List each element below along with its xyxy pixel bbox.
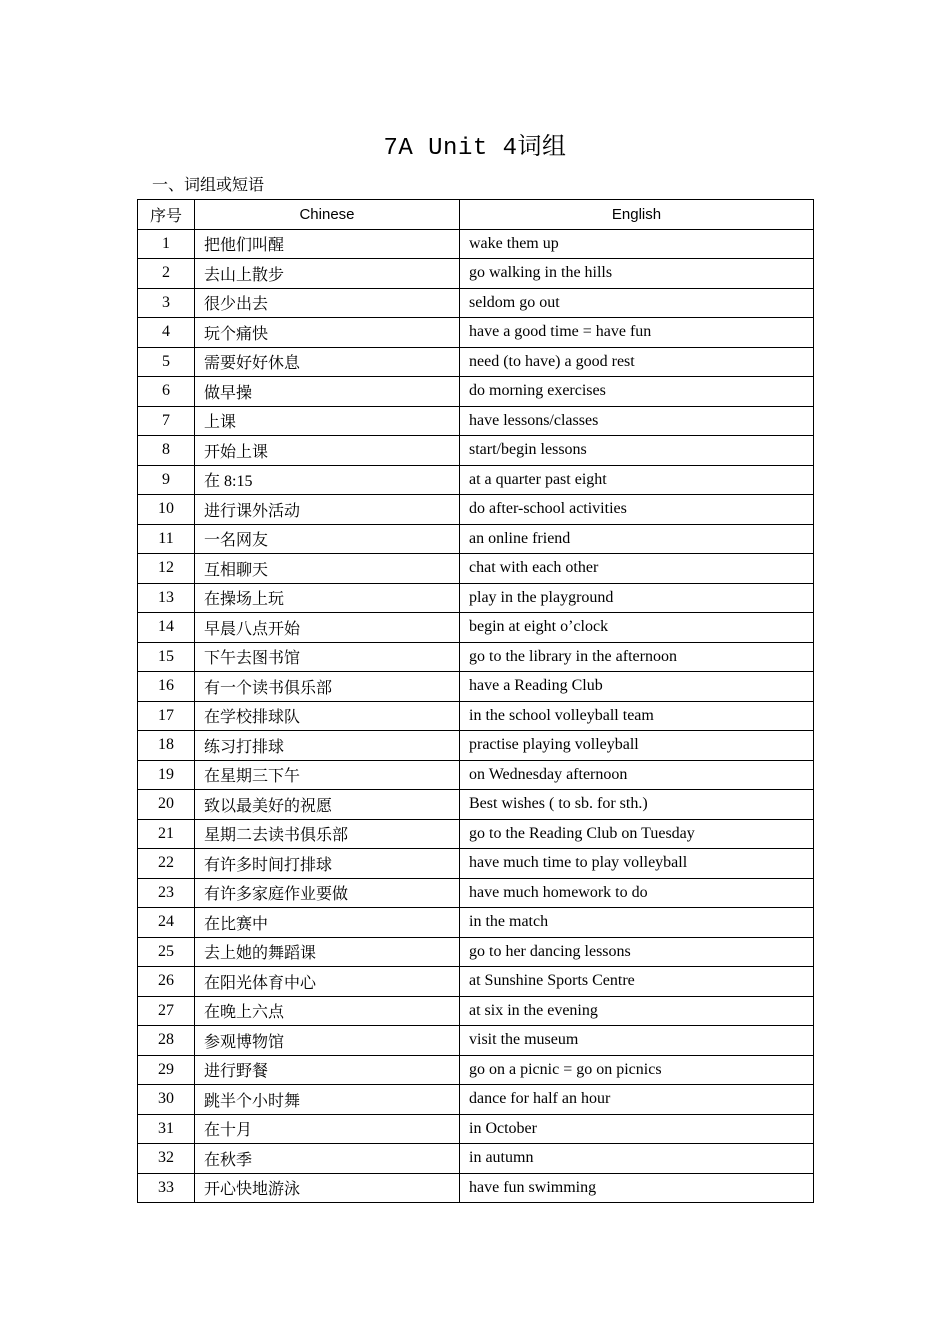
row-chinese: 在十月: [195, 1114, 460, 1144]
table-row: [138, 436, 814, 466]
row-chinese: 在操场上玩: [195, 583, 460, 613]
table-row: [138, 996, 814, 1026]
row-number: 5: [138, 347, 195, 377]
row-number: 31: [138, 1114, 195, 1144]
table-row: [138, 1144, 814, 1174]
row-chinese: 练习打排球: [195, 731, 460, 761]
row-english: at six in the evening: [460, 996, 814, 1026]
row-number: 30: [138, 1085, 195, 1115]
row-english: at a quarter past eight: [460, 465, 814, 495]
row-number: 7: [138, 406, 195, 436]
row-chinese: 开心快地游泳: [195, 1173, 460, 1203]
table-row: [138, 790, 814, 820]
row-english: begin at eight o’clock: [460, 613, 814, 643]
row-chinese: 需要好好休息: [195, 347, 460, 377]
row-english: go to the library in the afternoon: [460, 642, 814, 672]
row-number: 11: [138, 524, 195, 554]
table-row: [138, 731, 814, 761]
header-chinese: Chinese: [195, 200, 460, 230]
table-row: [138, 1173, 814, 1203]
row-chinese: 上课: [195, 406, 460, 436]
row-chinese: 在星期三下午: [195, 760, 460, 790]
row-number: 9: [138, 465, 195, 495]
table-row: [138, 701, 814, 731]
row-chinese: 有许多家庭作业要做: [195, 878, 460, 908]
table-row: [138, 465, 814, 495]
row-chinese: 星期二去读书俱乐部: [195, 819, 460, 849]
row-english: in the match: [460, 908, 814, 938]
vocabulary-table: [137, 199, 814, 1203]
row-number: 13: [138, 583, 195, 613]
table-row: [138, 347, 814, 377]
table-row: [138, 642, 814, 672]
row-english: do morning exercises: [460, 377, 814, 407]
header-number: 序号: [138, 200, 195, 230]
row-english: have a good time = have fun: [460, 318, 814, 348]
row-chinese: 进行野餐: [195, 1055, 460, 1085]
table-row: [138, 259, 814, 289]
row-number: 15: [138, 642, 195, 672]
table-row: [138, 967, 814, 997]
row-chinese: 致以最美好的祝愿: [195, 790, 460, 820]
table-row: [138, 760, 814, 790]
row-english: practise playing volleyball: [460, 731, 814, 761]
table-row: [138, 1026, 814, 1056]
row-chinese: 进行课外活动: [195, 495, 460, 525]
row-number: 24: [138, 908, 195, 938]
table-row: [138, 613, 814, 643]
table-header-row: [138, 200, 814, 230]
row-english: seldom go out: [460, 288, 814, 318]
row-english: start/begin lessons: [460, 436, 814, 466]
row-number: 26: [138, 967, 195, 997]
row-number: 8: [138, 436, 195, 466]
row-chinese: 互相聊天: [195, 554, 460, 584]
table-row: [138, 524, 814, 554]
row-chinese: 去山上散步: [195, 259, 460, 289]
table-row: [138, 908, 814, 938]
row-english: have fun swimming: [460, 1173, 814, 1203]
row-number: 23: [138, 878, 195, 908]
row-english: at Sunshine Sports Centre: [460, 967, 814, 997]
row-chinese: 做早操: [195, 377, 460, 407]
row-chinese: 开始上课: [195, 436, 460, 466]
row-english: visit the museum: [460, 1026, 814, 1056]
row-number: 6: [138, 377, 195, 407]
row-number: 28: [138, 1026, 195, 1056]
row-number: 18: [138, 731, 195, 761]
row-english: go walking in the hills: [460, 259, 814, 289]
row-number: 1: [138, 229, 195, 259]
table-row: [138, 495, 814, 525]
row-number: 33: [138, 1173, 195, 1203]
row-chinese: 有许多时间打排球: [195, 849, 460, 879]
row-number: 27: [138, 996, 195, 1026]
row-number: 22: [138, 849, 195, 879]
row-english: go on a picnic = go on picnics: [460, 1055, 814, 1085]
row-number: 21: [138, 819, 195, 849]
row-chinese: 在学校排球队: [195, 701, 460, 731]
table-row: [138, 849, 814, 879]
table-row: [138, 819, 814, 849]
row-number: 20: [138, 790, 195, 820]
row-english: wake them up: [460, 229, 814, 259]
row-english: do after-school activities: [460, 495, 814, 525]
row-number: 16: [138, 672, 195, 702]
table-row: [138, 229, 814, 259]
row-chinese: 在 8:15: [195, 465, 460, 495]
table-row: [138, 937, 814, 967]
row-english: have much time to play volleyball: [460, 849, 814, 879]
header-english: English: [460, 200, 814, 230]
row-english: dance for half an hour: [460, 1085, 814, 1115]
row-number: 17: [138, 701, 195, 731]
row-english: need (to have) a good rest: [460, 347, 814, 377]
table-row: [138, 554, 814, 584]
row-chinese: 一名网友: [195, 524, 460, 554]
row-english: chat with each other: [460, 554, 814, 584]
table-row: [138, 288, 814, 318]
row-number: 4: [138, 318, 195, 348]
row-english: have much homework to do: [460, 878, 814, 908]
row-english: on Wednesday afternoon: [460, 760, 814, 790]
row-number: 29: [138, 1055, 195, 1085]
row-english: have lessons/classes: [460, 406, 814, 436]
row-english: in October: [460, 1114, 814, 1144]
table-row: [138, 1055, 814, 1085]
row-number: 19: [138, 760, 195, 790]
row-chinese: 下午去图书馆: [195, 642, 460, 672]
row-chinese: 在阳光体育中心: [195, 967, 460, 997]
row-english: Best wishes ( to sb. for sth.): [460, 790, 814, 820]
page-title: 7A Unit 4词组: [383, 135, 567, 162]
table-row: [138, 406, 814, 436]
row-chinese: 去上她的舞蹈课: [195, 937, 460, 967]
row-number: 14: [138, 613, 195, 643]
row-number: 32: [138, 1144, 195, 1174]
table-row: [138, 1114, 814, 1144]
row-chinese: 把他们叫醒: [195, 229, 460, 259]
row-number: 3: [138, 288, 195, 318]
row-chinese: 在秋季: [195, 1144, 460, 1174]
row-chinese: 很少出去: [195, 288, 460, 318]
table-row: [138, 318, 814, 348]
row-number: 25: [138, 937, 195, 967]
row-chinese: 跳半个小时舞: [195, 1085, 460, 1115]
row-chinese: 参观博物馆: [195, 1026, 460, 1056]
row-number: 2: [138, 259, 195, 289]
table-row: [138, 583, 814, 613]
table-row: [138, 672, 814, 702]
table-row: [138, 1085, 814, 1115]
table-body: [138, 229, 814, 1203]
row-number: 10: [138, 495, 195, 525]
row-english: in autumn: [460, 1144, 814, 1174]
row-english: in the school volleyball team: [460, 701, 814, 731]
table-row: [138, 377, 814, 407]
row-chinese: 在晚上六点: [195, 996, 460, 1026]
row-chinese: 玩个痛快: [195, 318, 460, 348]
row-number: 12: [138, 554, 195, 584]
row-english: an online friend: [460, 524, 814, 554]
row-chinese: 早晨八点开始: [195, 613, 460, 643]
section-heading: 一、词组或短语: [152, 177, 265, 194]
row-chinese: 有一个读书俱乐部: [195, 672, 460, 702]
row-chinese: 在比赛中: [195, 908, 460, 938]
row-english: go to the Reading Club on Tuesday: [460, 819, 814, 849]
row-english: have a Reading Club: [460, 672, 814, 702]
row-english: play in the playground: [460, 583, 814, 613]
table-row: [138, 878, 814, 908]
row-english: go to her dancing lessons: [460, 937, 814, 967]
